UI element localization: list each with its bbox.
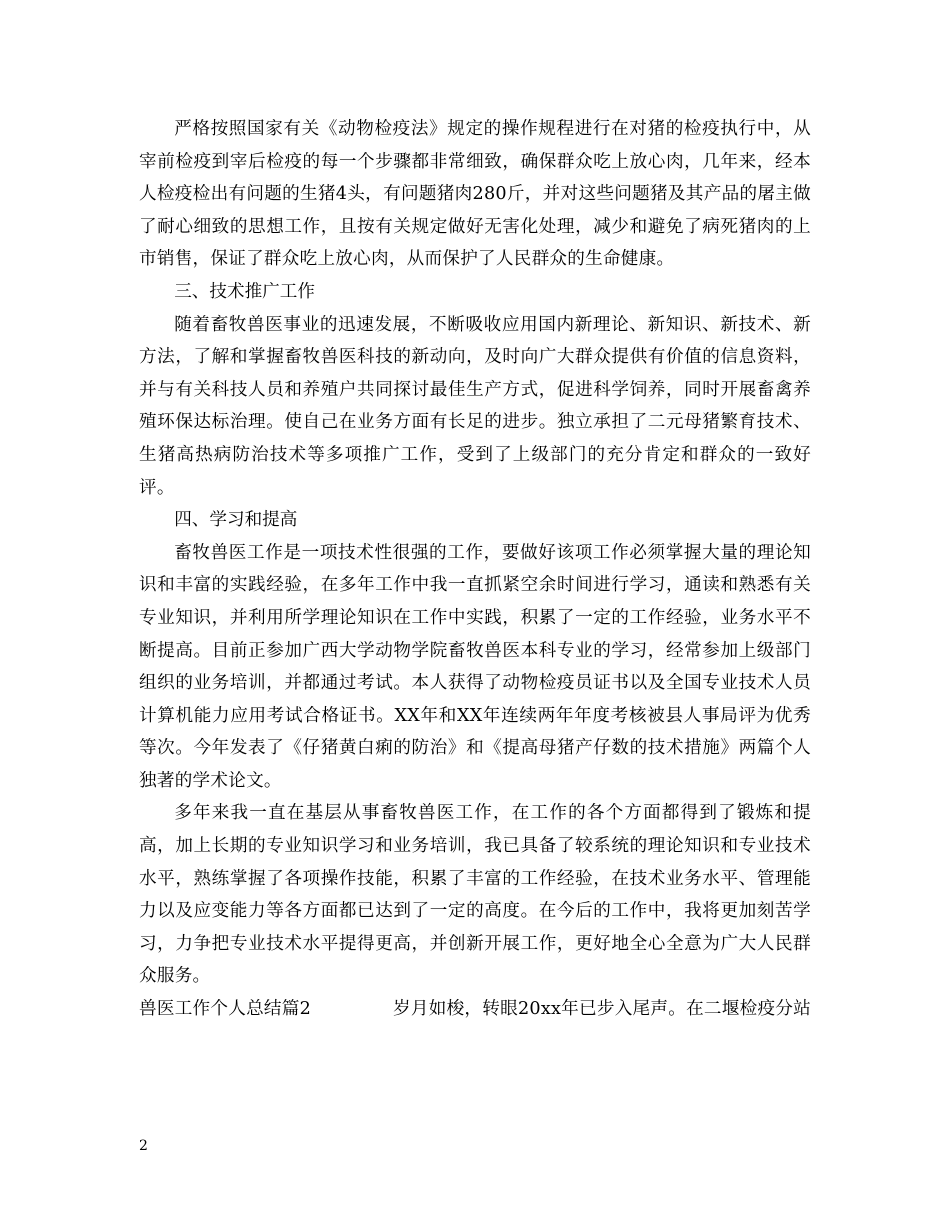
paragraph-study: 畜牧兽医工作是一项技术性很强的工作，要做好该项工作必须掌握大量的理论知识和丰富的实践经验，在多年工作中我一直抓紧空余时间进行学习，通读和熟悉有关专业知识，并利用所学理论知识在工作中实践，积累了一定的工作经验，业务水平不断提高。目前正参加广西大学动物学院畜牧兽医本科专业的学习，经常参加上级部门组织的业务培训，并都通过考试。本人获得了动物检疫员证书以及全国专业技术人员计算机能力应用考试合格证书。XX年和XX年连续两年年度考核被县人事局评为优秀等次。今年发表了《仔猪黄白痢的防治》和《提高母猪产仔数的技术措施》两篇个人独著的学术论文。: [139, 542, 811, 791]
document-body: [139, 113, 811, 1026]
paragraph-summary: 多年来我一直在基层从事畜牧兽医工作，在工作的各个方面都得到了锻炼和提高，加上长期的专业知识学习和业务培训，我已具备了较系统的理论知识和专业技术水平，熟练掌握了各项操作技能，积累了丰富的工作经验，在技术业务水平、管理能力以及应变能力等各方面都已达到了一定的高度。在今后的工作中，我将更加刻苦学习，力争把专业技术水平提得更高，并创新开展工作，更好地全心全意为广大人民群众服务。: [139, 803, 811, 987]
page-number: 2: [139, 1138, 148, 1154]
next-article-title: 兽医工作个人总结篇2: [139, 999, 312, 1020]
next-article-line: [139, 993, 811, 1026]
section-heading-tech-promotion: 三、技术推广工作: [174, 281, 315, 302]
next-article-intro: 岁月如梭，转眼20xx年已步入尾声。在二堰检疫分站: [393, 999, 811, 1020]
paragraph-tech-promotion: 随着畜牧兽医事业的迅速发展，不断吸收应用国内新理论、新知识、新技术、新方法，了解和掌握畜牧兽医科技的新动向，及时向广大群众提供有价值的信息资料，并与有关科技人员和养殖户共同探讨最佳生产方式，促进科学饲养，同时开展畜禽养殖环保达标治理。使自己在业务方面有长足的进步。独立承担了二元母猪繁育技术、生猪高热病防治技术等多项推广工作，受到了上级部门的充分肯定和群众的一致好评。: [139, 314, 811, 498]
paragraph-quarantine: 严格按照国家有关《动物检疫法》规定的操作规程进行在对猪的检疫执行中，从宰前检疫到宰后检疫的每一个步骤都非常细致，确保群众吃上放心肉，几年来，经本人检疫检出有问题的生猪4头，有问题猪肉280斤，并对这些问题猪及其产品的屠主做了耐心细致的思想工作，且按有关规定做好无害化处理，减少和避免了病死猪肉的上市销售，保证了群众吃上放心肉，从而保护了人民群众的生命健康。: [139, 119, 811, 270]
section-heading-study: 四、学习和提高: [174, 510, 298, 531]
